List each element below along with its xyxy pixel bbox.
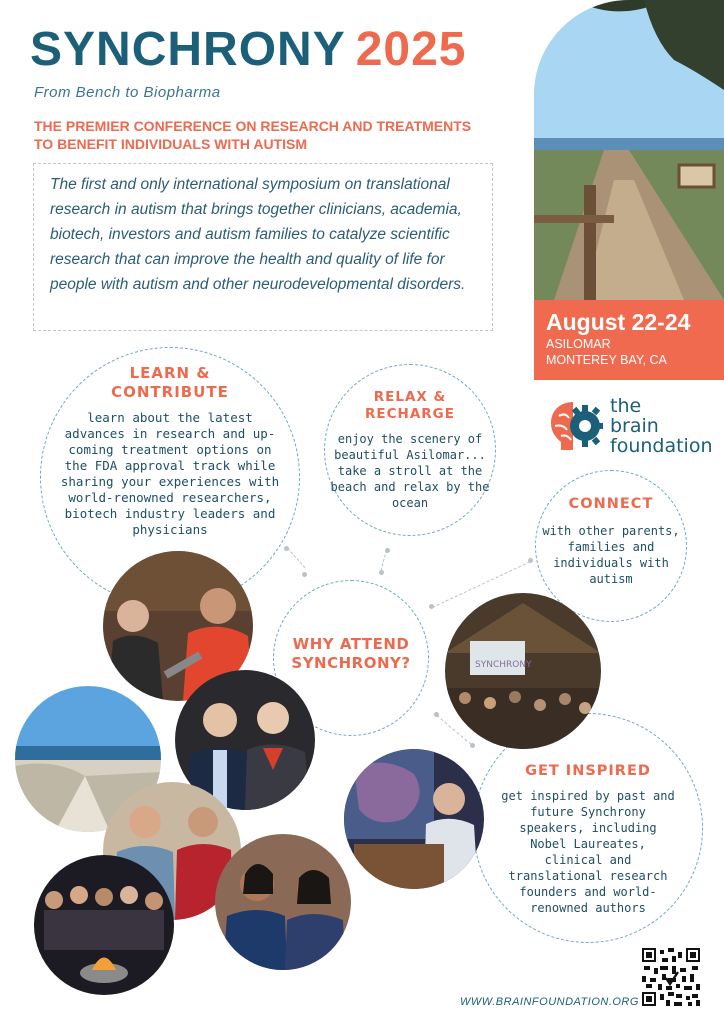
connector-line xyxy=(287,548,305,568)
connector-dot xyxy=(379,570,384,575)
connector-dot xyxy=(385,548,390,553)
two-women-photo xyxy=(215,834,351,970)
campfire-group-photo xyxy=(34,855,174,995)
connect-body: with other parents, families and individuals with autism xyxy=(542,524,680,586)
page-title xyxy=(30,22,466,78)
inspired-title: GET INSPIRED xyxy=(525,763,651,779)
relax-title: RELAX & RECHARGE xyxy=(365,389,455,422)
connector-dot xyxy=(284,546,289,551)
description-box xyxy=(33,163,493,331)
title-year: 2025 xyxy=(355,23,467,76)
connect-circle xyxy=(535,470,687,622)
conference-hall-photo xyxy=(445,593,601,749)
headline: THE PREMIER CONFERENCE ON RESEARCH AND TREATMENTS TO BENEFIT INDIVIDUALS WITH AUTISM xyxy=(34,118,472,152)
connector-dot xyxy=(302,572,307,577)
connector-dot xyxy=(528,558,533,563)
relax-recharge-circle xyxy=(324,364,496,536)
website-link[interactable]: WWW.BRAINFOUNDATION.ORG xyxy=(460,996,639,1008)
logo-line-foundation: foundation xyxy=(610,435,713,457)
event-date-box xyxy=(534,300,724,380)
boardwalk-illustration xyxy=(534,0,724,300)
logo-text xyxy=(610,396,713,456)
asilomar-boardwalk-photo xyxy=(534,0,724,300)
learn-title: LEARN & CONTRIBUTE xyxy=(111,364,229,401)
connect-title: CONNECT xyxy=(568,496,654,512)
relax-body: enjoy the scenery of beautiful Asilomar... take a stroll at the beach and relax by the ocean xyxy=(330,432,490,510)
description-text: The first and only international symposium on translational research in autism that brings together clinicians, academia, biotech, investors and autism families to catalyze scientific research that can improve the health and quality of life for people with autism and other neurodevelopmental disorders. xyxy=(50,176,466,293)
brain-gear-logo-icon xyxy=(545,396,605,456)
connector-dot xyxy=(429,604,434,609)
inspired-body: get inspired by past and future Synchrony speakers, including Nobel Laureates, clinical and translational research founders and world-renowned authors xyxy=(501,789,675,915)
learn-body: learn about the latest advances in research and up-coming treatment options on the FDA approval track while sharing your experiences with world-renowned researchers, biotech industry leaders and physicians xyxy=(60,410,280,537)
why-title: WHY ATTEND SYNCHRONY? xyxy=(291,635,411,672)
event-dates: August 22-24 xyxy=(546,309,691,335)
connector-dot xyxy=(470,743,475,748)
event-location: MONTEREY BAY, CA xyxy=(546,353,667,367)
logo-line-the: the xyxy=(610,395,642,417)
tagline: From Bench to Biopharma xyxy=(34,84,221,101)
title-word: SYNCHRONY xyxy=(30,23,346,76)
connector-line xyxy=(380,550,387,572)
event-venue: ASILOMAR xyxy=(546,337,611,351)
connector-dot xyxy=(434,712,439,717)
qr-code[interactable] xyxy=(640,946,702,1008)
hall-screen-text: SYNCHRONY xyxy=(475,660,532,670)
qr-code-icon xyxy=(640,946,702,1008)
speaker-podium-photo xyxy=(344,749,484,889)
logo-line-brain: brain xyxy=(610,415,659,437)
